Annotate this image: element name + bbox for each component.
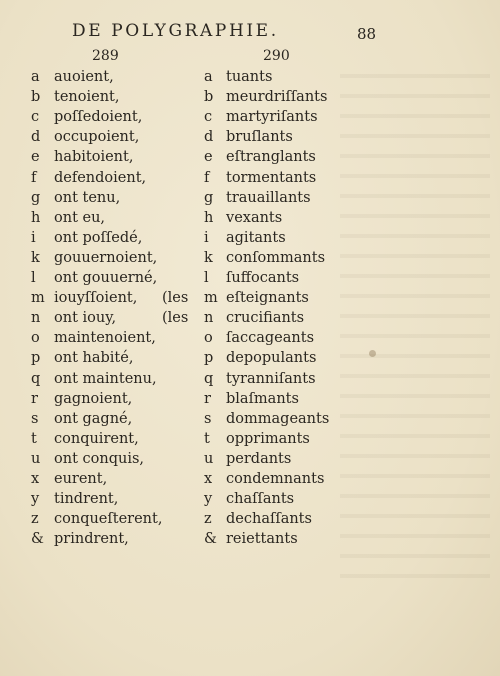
right-word: meurdriſſants <box>226 89 328 106</box>
right-word: depopulants <box>226 350 317 367</box>
right-word: tyranniſants <box>226 370 316 387</box>
bracket-note: (les <box>162 290 189 307</box>
left-key-letter: o <box>31 330 40 347</box>
right-word: dechaſſants <box>226 511 312 528</box>
left-key-letter: g <box>31 189 41 206</box>
left-key-letter: a <box>31 69 40 85</box>
right-key-letter: y <box>204 491 213 508</box>
right-word: conſommants <box>226 249 326 266</box>
right-key-letter: d <box>204 129 214 146</box>
right-word: blaſmants <box>226 390 299 407</box>
right-word: vexants <box>226 209 283 226</box>
left-word: ont eu, <box>54 209 106 226</box>
left-word: occupoient, <box>54 129 140 146</box>
right-key-letter: p <box>204 350 214 367</box>
right-column-number: 290 <box>263 48 290 64</box>
table-row <box>0 208 500 228</box>
right-key-letter: s <box>204 410 212 427</box>
left-column-number: 289 <box>92 48 119 64</box>
right-key-letter: n <box>204 310 214 327</box>
left-word: ont habité, <box>54 350 134 367</box>
table-row <box>0 67 500 87</box>
table-row <box>0 107 500 127</box>
right-key-letter: k <box>204 249 213 266</box>
left-key-letter: r <box>31 390 38 407</box>
left-word: ont iouy, <box>54 310 117 327</box>
right-key-letter: r <box>204 390 211 407</box>
table-row <box>0 469 500 489</box>
table-row <box>0 529 500 549</box>
table-row <box>0 328 500 348</box>
right-word: chaſſants <box>226 491 295 508</box>
left-word: gouuernoient, <box>54 249 158 266</box>
left-key-letter: i <box>31 229 36 246</box>
right-key-letter: z <box>204 511 212 528</box>
table-row <box>0 489 500 509</box>
left-key-letter: m <box>31 290 45 307</box>
right-word: ſaccageants <box>226 330 315 347</box>
left-key-letter: n <box>31 310 41 327</box>
left-key-letter: k <box>31 249 40 266</box>
table-row <box>0 429 500 449</box>
table-row <box>0 509 500 529</box>
right-key-letter: h <box>204 209 214 226</box>
left-key-letter: l <box>31 270 36 286</box>
right-key-letter: e <box>204 149 213 166</box>
left-word: auoient, <box>54 69 114 85</box>
right-word: eſtranglants <box>226 149 316 166</box>
right-key-letter: t <box>204 430 210 447</box>
right-key-letter: f <box>204 169 210 186</box>
table-row <box>0 87 500 107</box>
table-row <box>0 127 500 147</box>
left-word: tenoient, <box>54 89 120 106</box>
left-word: defendoient, <box>54 169 147 186</box>
table-row <box>0 348 500 368</box>
right-key-letter: o <box>204 330 213 347</box>
table-row <box>0 389 500 409</box>
table-row <box>0 268 500 288</box>
page-number: 88 <box>357 25 377 43</box>
right-word: crucifiants <box>226 310 305 327</box>
right-key-letter: m <box>204 290 218 307</box>
left-word: ont gagné, <box>54 410 133 427</box>
left-key-letter: y <box>31 491 40 508</box>
table-row <box>0 288 500 308</box>
right-word: martyriſants <box>226 109 318 126</box>
left-word: iouyſſoient, <box>54 290 138 307</box>
left-word: prindrent, <box>54 531 129 548</box>
right-key-letter: b <box>204 89 214 106</box>
right-key-letter: q <box>204 370 214 387</box>
table-row <box>0 449 500 469</box>
left-word: ont poſſedé, <box>54 229 143 246</box>
left-word: ont conquis, <box>54 450 145 467</box>
left-key-letter: p <box>31 350 41 367</box>
table-row <box>0 228 500 248</box>
right-key-letter: & <box>204 531 217 548</box>
right-word: condemnants <box>226 471 325 487</box>
right-word: tormentants <box>226 169 317 186</box>
table-row <box>0 369 500 389</box>
table-row <box>0 248 500 268</box>
right-word: reiettants <box>226 531 298 548</box>
left-key-letter: s <box>31 410 39 427</box>
left-key-letter: x <box>31 471 40 487</box>
running-head: DE POLYGRAPHIE. <box>72 21 279 41</box>
left-word: conquirent, <box>54 430 139 447</box>
right-key-letter: c <box>204 109 213 126</box>
left-key-letter: h <box>31 209 41 226</box>
right-key-letter: a <box>204 69 213 85</box>
right-word: agitants <box>226 229 286 246</box>
table-row <box>0 409 500 429</box>
right-word: ſuffocants <box>226 270 300 286</box>
left-word: ont gouuerné, <box>54 270 158 286</box>
table-row <box>0 188 500 208</box>
left-word: gagnoient, <box>54 390 133 407</box>
left-word: tindrent, <box>54 491 119 508</box>
right-key-letter: i <box>204 229 209 246</box>
left-key-letter: u <box>31 450 41 467</box>
left-key-letter: f <box>31 169 37 186</box>
right-key-letter: u <box>204 450 214 467</box>
left-word: habitoient, <box>54 149 134 166</box>
table-row <box>0 147 500 167</box>
bracket-note: (les <box>162 310 189 327</box>
right-word: dommageants <box>226 410 330 427</box>
right-word: trauaillants <box>226 189 311 206</box>
left-word: ont tenu, <box>54 189 121 206</box>
left-key-letter: d <box>31 129 41 146</box>
right-key-letter: x <box>204 471 213 487</box>
right-word: tuants <box>226 69 273 85</box>
left-key-letter: c <box>31 109 40 126</box>
table-row <box>0 168 500 188</box>
left-key-letter: t <box>31 430 37 447</box>
right-word: bruſlants <box>226 129 293 146</box>
table-row <box>0 308 500 328</box>
left-key-letter: b <box>31 89 41 106</box>
left-key-letter: e <box>31 149 40 166</box>
left-word: ont maintenu, <box>54 370 157 387</box>
left-word: poſſedoient, <box>54 109 143 126</box>
left-word: maintenoient, <box>54 330 156 347</box>
right-word: perdants <box>226 450 292 467</box>
left-key-letter: & <box>31 531 44 548</box>
right-word: eſteignants <box>226 290 309 307</box>
left-word: eurent, <box>54 471 108 487</box>
right-key-letter: g <box>204 189 214 206</box>
left-key-letter: q <box>31 370 41 387</box>
left-key-letter: z <box>31 511 39 528</box>
right-word: opprimants <box>226 430 310 447</box>
right-key-letter: l <box>204 270 209 286</box>
left-word: conqueſterent, <box>54 511 163 528</box>
